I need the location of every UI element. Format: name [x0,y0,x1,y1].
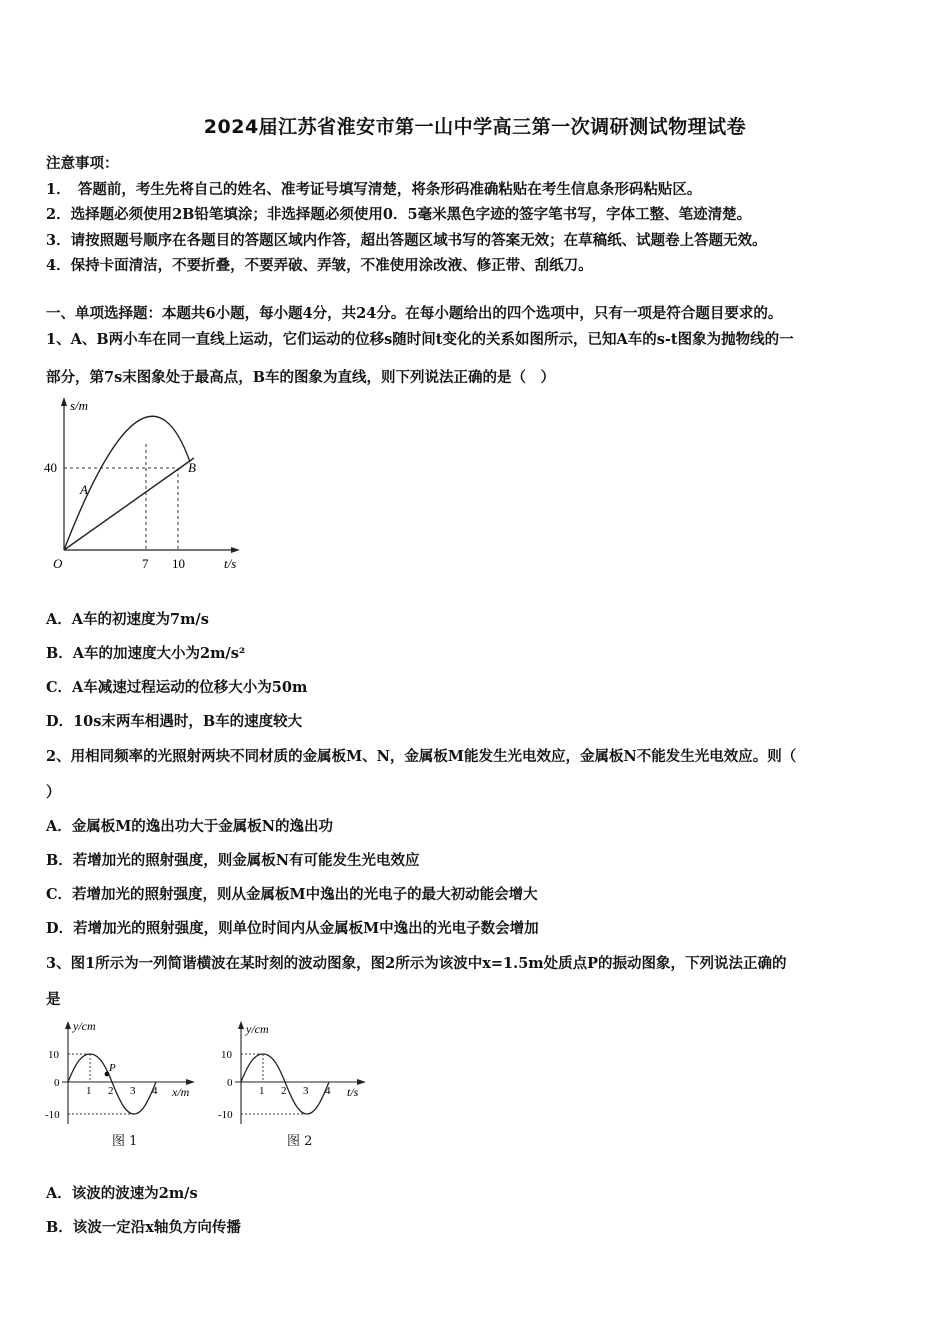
x-axis-label: t/s [347,1085,359,1099]
section-heading: 一、单项选择题：本题共6小题，每小题4分，共24分。在每小题给出的四个选项中，只有一项是符合题目要求的。 [46,305,783,322]
fig2-caption: 图 2 [287,1134,313,1149]
notice-item: 3．请按照题号顺序在各题目的答题区域内作答，超出答题区域书写的答案无效；在草稿纸、试题卷上答题无效。 [46,232,767,249]
x-tick: 4 [325,1085,331,1097]
q3-stem-line2: 是 [46,991,61,1008]
x-tick: 2 [281,1085,287,1097]
y-tick: 10 [221,1049,232,1061]
x-tick: 1 [259,1085,265,1097]
notice-item: 1． 答题前，考生先将自己的姓名、准考证号填写清楚，将条形码准确粘贴在考生信息条形码粘贴区。 [46,181,702,198]
y-axis-label: y/cm [73,1019,96,1033]
q3-option-a: A．该波的波速为2m/s [46,1185,198,1202]
page-title: 2024届江苏省淮安市第一山中学高三第一次调研测试物理试卷 [203,116,747,138]
q3-option-b: B．该波一定沿x轴负方向传播 [46,1219,241,1236]
q3-fig1-wave-graph [40,1014,205,1129]
q1-option-c: C．A车减速过程运动的位移大小为50m [46,679,308,696]
q1-stem-line2: 部分，第7s末图象处于最高点，B车的图象为直线，则下列说法正确的是（ ） [46,369,556,386]
y-tick: 0 [54,1077,60,1089]
q2-option-c: C．若增加光的照射强度，则从金属板M中逸出的光电子的最大初动能会增大 [46,886,538,903]
y-tick: -10 [45,1109,60,1121]
x-tick: 3 [303,1085,309,1097]
x-tick: 4 [152,1085,158,1097]
x-tick: 2 [108,1085,114,1097]
y-tick-40: 40 [44,460,57,475]
q2-option-d: D．若增加光的照射强度，则单位时间内从金属板M中逸出的光电子数会增加 [46,920,539,937]
origin-label: O [53,556,63,571]
q1-option-d: D．10s末两车相遇时，B车的速度较大 [46,713,303,730]
q1-option-b: B．A车的加速度大小为2m/s² [46,645,246,662]
q3-stem-line1: 3、图1所示为一列简谐横波在某时刻的波动图象，图2所示为该波中x=1.5m处质点P的振动图象，下列说法正确的 [46,955,787,972]
x-tick-7: 7 [142,556,149,571]
y-tick: -10 [218,1109,233,1121]
curve-a-label: A [80,482,88,497]
notice-heading: 注意事项： [46,155,119,172]
y-axis-label: y/cm [246,1022,269,1036]
vibration-curve [241,1054,329,1114]
x-tick: 1 [86,1085,92,1097]
y-tick: 0 [227,1077,233,1089]
q2-stem-line2: ） [46,784,61,801]
q3-fig2-vibration-graph [213,1014,378,1129]
line-b-label: B [188,460,196,475]
q2-option-a: A．金属板M的逸出功大于金属板N的逸出功 [46,818,334,835]
x-tick-10: 10 [172,556,185,571]
q2-stem-line1: 2、用相同频率的光照射两块不同材质的金属板M、N，金属板M能发生光电效应，金属板N不能发生光电效应。则（ [46,748,797,765]
x-axis-label: t/s [224,556,237,571]
notice-item: 4．保持卡面清洁，不要折叠，不要弄破、弄皱，不准使用涂改液、修正带、刮纸刀。 [46,257,593,274]
q2-option-b: B．若增加光的照射强度，则金属板N有可能发生光电效应 [46,852,420,869]
y-tick: 10 [48,1049,59,1061]
x-axis-label: x/m [172,1085,190,1099]
q1-stem-line1: 1、A、B两小车在同一直线上运动，它们运动的位移s随时间t变化的关系如图所示，已知A车的s-t图象为抛物线的一 [46,331,794,348]
q1-option-a: A．A车的初速度为7m/s [46,611,209,628]
y-axis-label: s/m [70,398,89,413]
q1-st-graph [40,392,250,577]
point-p-label: P [109,1062,116,1074]
fig1-caption: 图 1 [112,1134,138,1149]
notice-item: 2．选择题必须使用2B铅笔填涂；非选择题必须使用0．5毫米黑色字迹的签字笔书写，字体工整、笔迹清楚。 [46,206,752,223]
x-tick: 3 [130,1085,136,1097]
